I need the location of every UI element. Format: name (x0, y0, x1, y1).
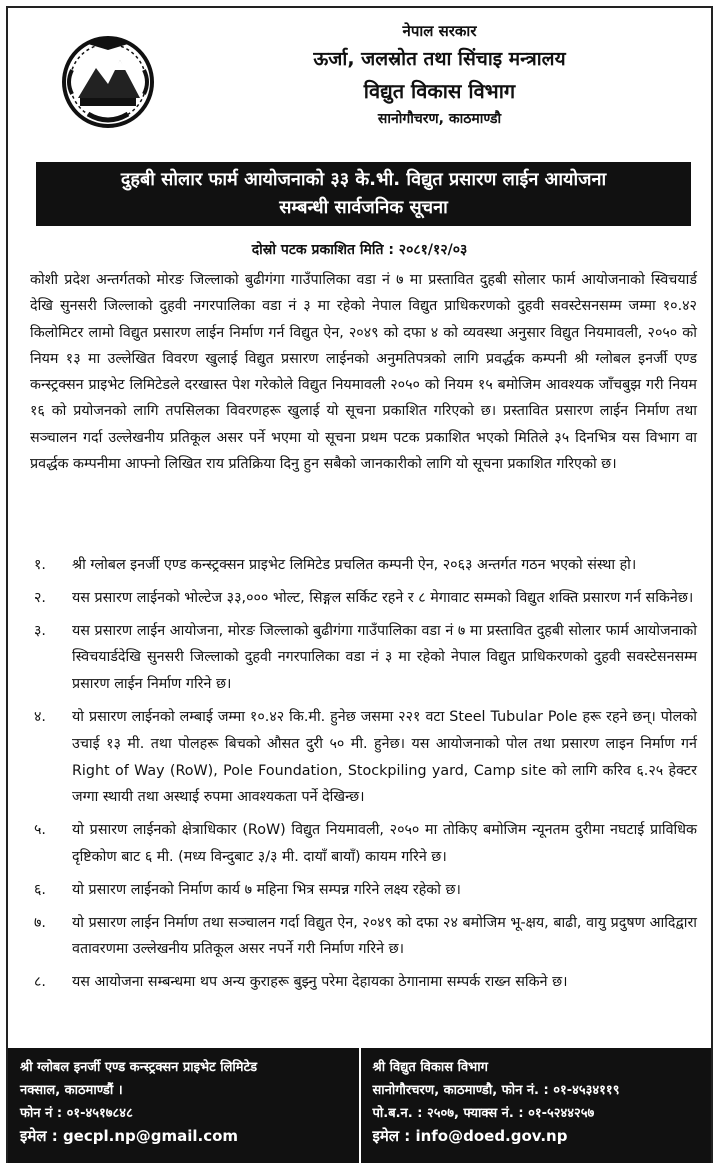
item-text: यस आयोजना सम्बन्धमा थप अन्य कुराहरू बुझ्नु परेमा देहायका ठेगानामा सम्पर्क राख्न सकिने छ। (72, 974, 568, 991)
item-number: ३. (34, 622, 46, 639)
list-item (30, 877, 697, 904)
list-item (30, 817, 697, 871)
promoter-address: नक्साल, काठमाण्डौं । (20, 1083, 123, 1098)
nepal-emblem-icon (58, 30, 158, 130)
item-text: यो प्रसारण लाईनको निर्माण कार्य ७ महिना भित्र सम्पन्न गरिने लक्ष्य रहेको छ। (72, 881, 461, 898)
notice-title-line2: सम्बन्धी सार्वजनिक सूचना (279, 197, 448, 218)
list-item (30, 618, 697, 698)
ministry-name: ऊर्जा, जलस्रोत तथा सिंचाइ मन्त्रालय (313, 48, 566, 70)
promoter-email: इमेल : gecpl.np@gmail.com (20, 1127, 239, 1145)
department-pobox-fax: पो.ब.न. : २५०७, फ्याक्स नं. : ०१-५२४४२५७ (372, 1106, 595, 1121)
notice-title-line1: दुहबी सोलार फार्म आयोजनाको ३३ के.भी. विद्युत प्रसारण लाईन आयोजना (120, 169, 607, 190)
item-number: १. (34, 557, 46, 573)
list-item (30, 552, 697, 579)
item-text: श्री ग्लोबल इनर्जी एण्ड कन्स्ट्रक्सन प्राइभेट लिमिटेड प्रचलित कम्पनी ऐन, २०६३ अन्तर्गत गठन भएको संस्था हो। (72, 557, 637, 573)
notice-items-list (30, 552, 697, 1002)
government-name: नेपाल सरकार (402, 22, 477, 40)
list-item (30, 969, 697, 996)
item-text: यस प्रसारण लाईन आयोजना, मोरङ जिल्लाको बुढीगंगा गाउँपालिका वडा नं ७ मा प्रस्तावित दुहबी सोलार फार्म आयोजनाको स्विचयार्डदेखि सुनसरी जिल्लाको दुहवी नगरपालिका वडा नं ३ मा रहेको नेपाल विद्युत प्राधिकरणको दुहवी सवस्टेसनसम्म प्रसारण लाईन निर्माण गरिने छ। (72, 622, 697, 693)
contact-footer (8, 1048, 711, 1163)
notice-frame (6, 6, 713, 1163)
item-number: २. (34, 589, 46, 606)
item-number: ८. (34, 974, 46, 991)
item-text: यस प्रसारण लाईनको भोल्टेज ३३,००० भोल्ट, सिङ्गल सर्किट रहने र ८ मेगावाट सम्मको विद्युत शक्ति प्रसारण गर्न सकिनेछ। (72, 589, 694, 606)
list-item (30, 585, 697, 612)
notice-title-banner (36, 162, 691, 226)
item-number: ६. (34, 881, 46, 898)
department-contact-address: सानोगौरचरण, काठमाण्डौ, फोन नं. : ०१-४५३४११९ (372, 1083, 620, 1098)
notice-header (8, 8, 711, 160)
promoter-phone: फोन नं : ०१-४५१७८४८ (20, 1106, 133, 1121)
department-email: इमेल : info@doed.gov.np (372, 1127, 568, 1145)
notice-body: कोशी प्रदेश अन्तर्गतको मोरङ जिल्लाको बुढीगंगा गाउँपालिका वडा नं ७ मा प्रस्तावित दुहबी सोलार फार्म आयोजनाको स्विचयार्ड देखि सुनसरी जिल्लाको दुहवी नगरपालिका वडा नं ३ मा रहेको नेपाल विद्युत प्राधिकरणको दुहवी सवस्टेसनसम्म जम्मा १०.४२ किलोमिटर लामो विद्युत प्रसारण लाईन निर्माण गर्न विद्युत ऐन, २०४९ को दफा ४ को व्यवस्था अनुसार विद्युत नियमावली, २०५० को नियम १३ मा उल्लेखित विवरण खुलाई विद्युत प्रसारण लाईनको अनुमतिपत्रको लागि प्रवर्द्धक कम्पनी श्री ग्लोबल इनर्जी एण्ड कन्स्ट्रक्सन प्राइभेट लिमिटेडले दरखास्त पेश गरेकोले विद्युत नियमावली २०५० को नियम १५ बमोजिम आवश्यक जाँचबुझ गरी नियम १६ को प्रयोजनको लागि तपसिलका विवरणहरू खुलाई यो सूचना प्रकाशित गरिएको छ। प्रस्तावित प्रसारण लाईन निर्माण तथा सञ्चालन गर्दा उल्लेखनीय प्रतिकूल असर पर्ने भएमा यो सूचना प्रथम पटक प्रकाशित भएको मितिले ३५ दिनभित्र यस विभाग वा प्रवर्द्धक कम्पनीमा आफ्नो लिखित राय प्रतिक्रिया दिनु हुन सबैको जानकारीको लागि यो सूचना प्रकाशित गरिएको छ। (30, 272, 697, 473)
department-contact (361, 1048, 712, 1163)
item-number: ७. (34, 914, 46, 931)
list-item (30, 704, 697, 811)
promoter-name: श्री ग्लोबल इनर्जी एण्ड कन्स्ट्रक्सन प्राइभेट लिमिटेड (20, 1060, 258, 1075)
item-text: यो प्रसारण लाईनको क्षेत्राधिकार (RoW) विद्युत नियमावली, २०५० मा तोकिए बमोजिम न्यूनतम दुरीमा नघटाई प्राविधिक दृष्टिकोण बाट ६ मी. (मध्य विन्दुबाट ३/३ मी. दायाँ बायाँ) कायम गरिने छ। (72, 822, 697, 865)
publication-date: दोस्रो पटक प्रकाशित मिति : २०८१/१२/०३ (251, 242, 468, 258)
item-number: ५. (34, 822, 46, 839)
department-address: सानोगौचरण, काठमाण्डौ (377, 110, 502, 127)
department-contact-name: श्री विद्युत विकास विभाग (372, 1060, 488, 1075)
list-item (30, 910, 697, 964)
item-text: यो प्रसारण लाईन निर्माण तथा सञ्चालन गर्दा विद्युत ऐन, २०४९ को दफा २४ बमोजिम भू-क्षय, बाढी, वायु प्रदुषण आदिद्वारा वतावरणमा उल्लेखनीय प्रतिकूल असर नपर्ने गरी निर्माण गरिने छ। (72, 914, 697, 958)
promoter-contact (8, 1048, 361, 1163)
header-text (178, 22, 701, 128)
item-number: ४. (34, 708, 46, 725)
item-text: यो प्रसारण लाईनको लम्बाई जम्मा १०.४२ कि.मी. हुनेछ जसमा २२१ वटा Steel Tubular Pole हरू रहने छन्। पोलको उचाई १३ मी. तथा पोलहरू बिचको औसत दुरी ५० मी. हुनेछ। यस आयोजनाको पोल तथा प्रसारण लाइन निर्माण गर्न Right of Way (RoW), Pole Foundation, Stockpiling yard, Camp site को लागि करिव ६.२५ हेक्टर जग्गा स्थायी तथा अस्थाई रुपमा आवश्यकता पर्ने देखिन्छ। (72, 708, 697, 806)
department-name: विद्युत विकास विभाग (363, 78, 516, 103)
